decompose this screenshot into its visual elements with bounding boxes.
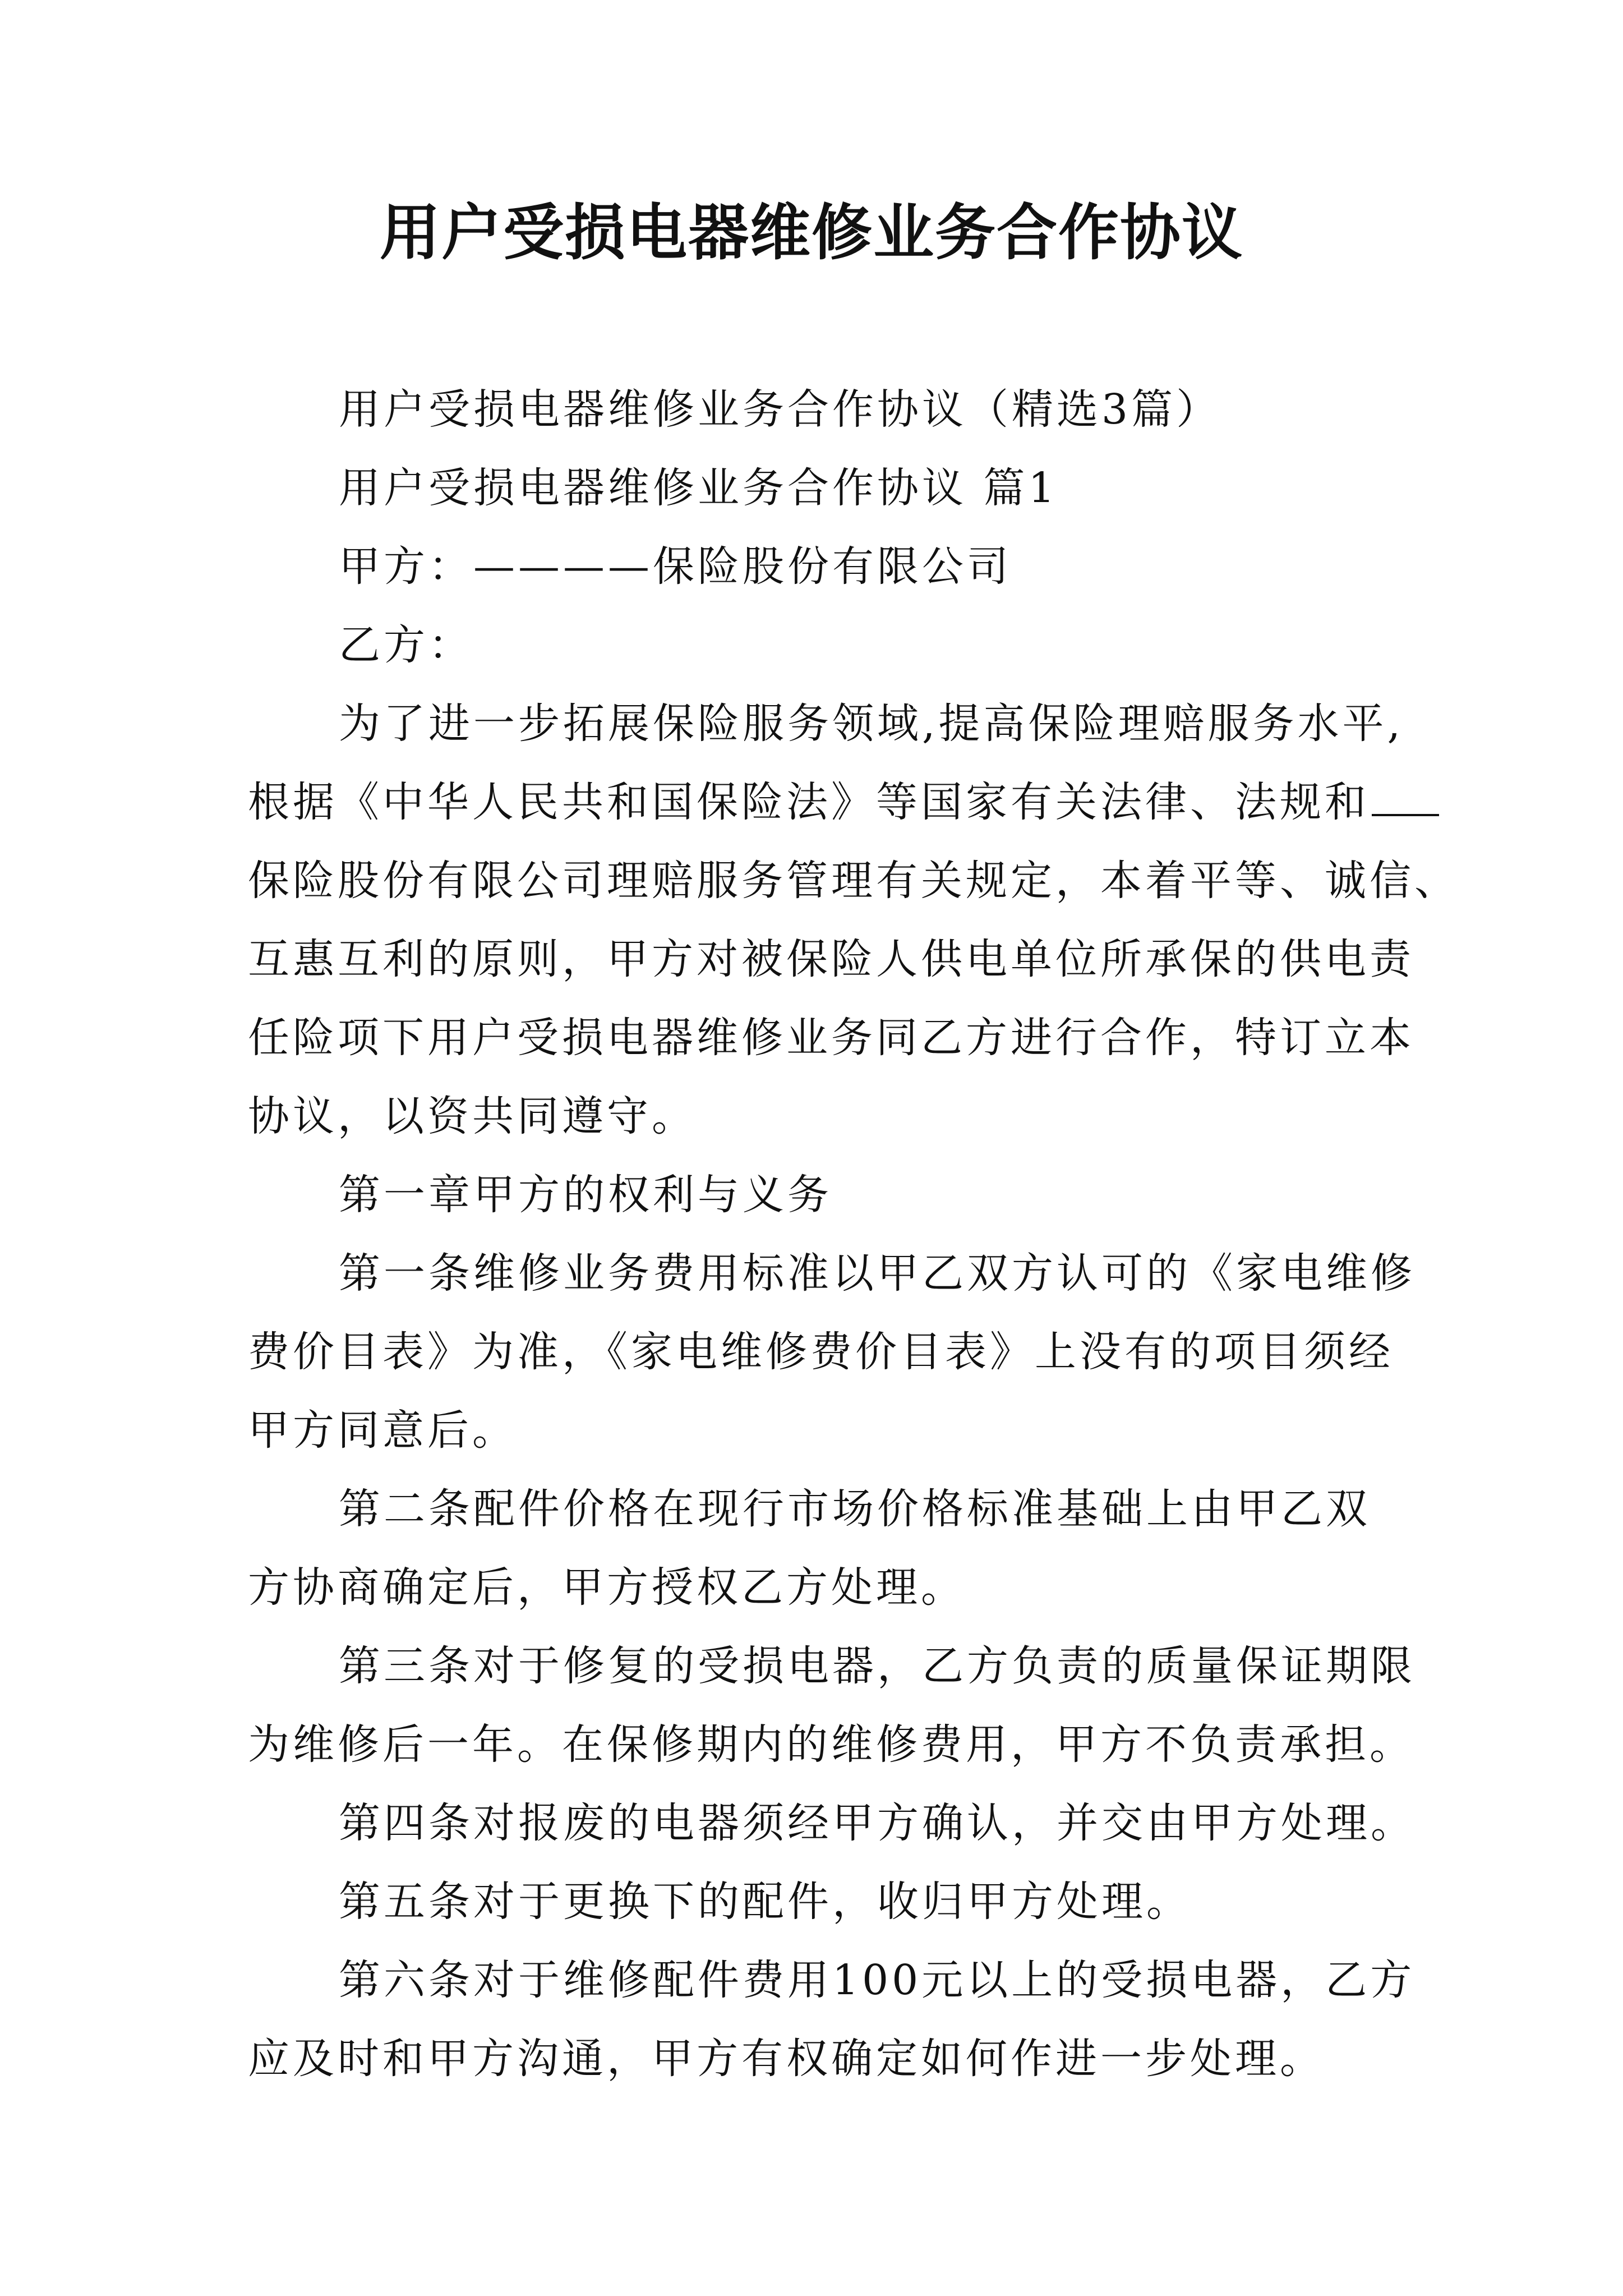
- paragraph-line: 协议，以资共同遵守。: [248, 1092, 697, 1140]
- party-a-line: 甲方：————保险股份有限公司: [339, 542, 1012, 591]
- document-title: 用户受损电器维修业务合作协议: [379, 197, 1243, 268]
- paragraph-line: 互惠互利的原则，甲方对被保险人供电单位所承保的供电责: [248, 935, 1414, 983]
- section-heading-line: 用户受损电器维修业务合作协议 篇1: [339, 464, 1058, 512]
- paragraph-line-text: 根据《中华人民共和国保险法》等国家有关法律、法规和: [248, 778, 1370, 826]
- blank-underline: [1372, 779, 1439, 816]
- article-line: 应及时和甲方沟通，甲方有权确定如何作进一步处理。: [248, 2035, 1325, 2083]
- paragraph-line-with-blank: [248, 771, 1439, 833]
- party-b-line: 乙方：: [339, 621, 473, 669]
- article-line: 第四条对报废的电器须经甲方确认，并交由甲方处理。: [339, 1799, 1415, 1847]
- article-line: 费价目表》为准，《家电维修费价目表》上没有的项目须经: [248, 1328, 1394, 1376]
- paragraph-line: 为了进一步拓展保险服务领域,提高保险理赔服务水平,: [339, 700, 1404, 748]
- paragraph-line: 保险股份有限公司理赔服务管理有关规定，本着平等、诚信、: [248, 857, 1459, 905]
- article-line: 甲方同意后。: [248, 1406, 517, 1455]
- article-line: 为维修后一年。在保修期内的维修费用，甲方不负责承担。: [248, 1720, 1414, 1769]
- article-line: 第一条维修业务费用标准以甲乙双方认可的《家电维修: [339, 1249, 1415, 1297]
- article-line: 第二条配件价格在现行市场价格标准基础上由甲乙双: [339, 1485, 1371, 1533]
- subtitle-line: 用户受损电器维修业务合作协议（精选3篇）: [339, 385, 1221, 434]
- paragraph-line: 任险项下用户受损电器维修业务同乙方进行合作，特订立本: [248, 1014, 1414, 1062]
- article-line: 方协商确定后，甲方授权乙方处理。: [248, 1563, 966, 1612]
- article-line: 第六条对于维修配件费用100元以上的受损电器，乙方: [339, 1956, 1415, 2004]
- article-line: 第五条对于更换下的配件，收归甲方处理。: [339, 1878, 1191, 1926]
- chapter-heading-line: 第一章甲方的权利与义务: [339, 1171, 832, 1219]
- article-line: 第三条对于修复的受损电器，乙方负责的质量保证期限: [339, 1642, 1415, 1690]
